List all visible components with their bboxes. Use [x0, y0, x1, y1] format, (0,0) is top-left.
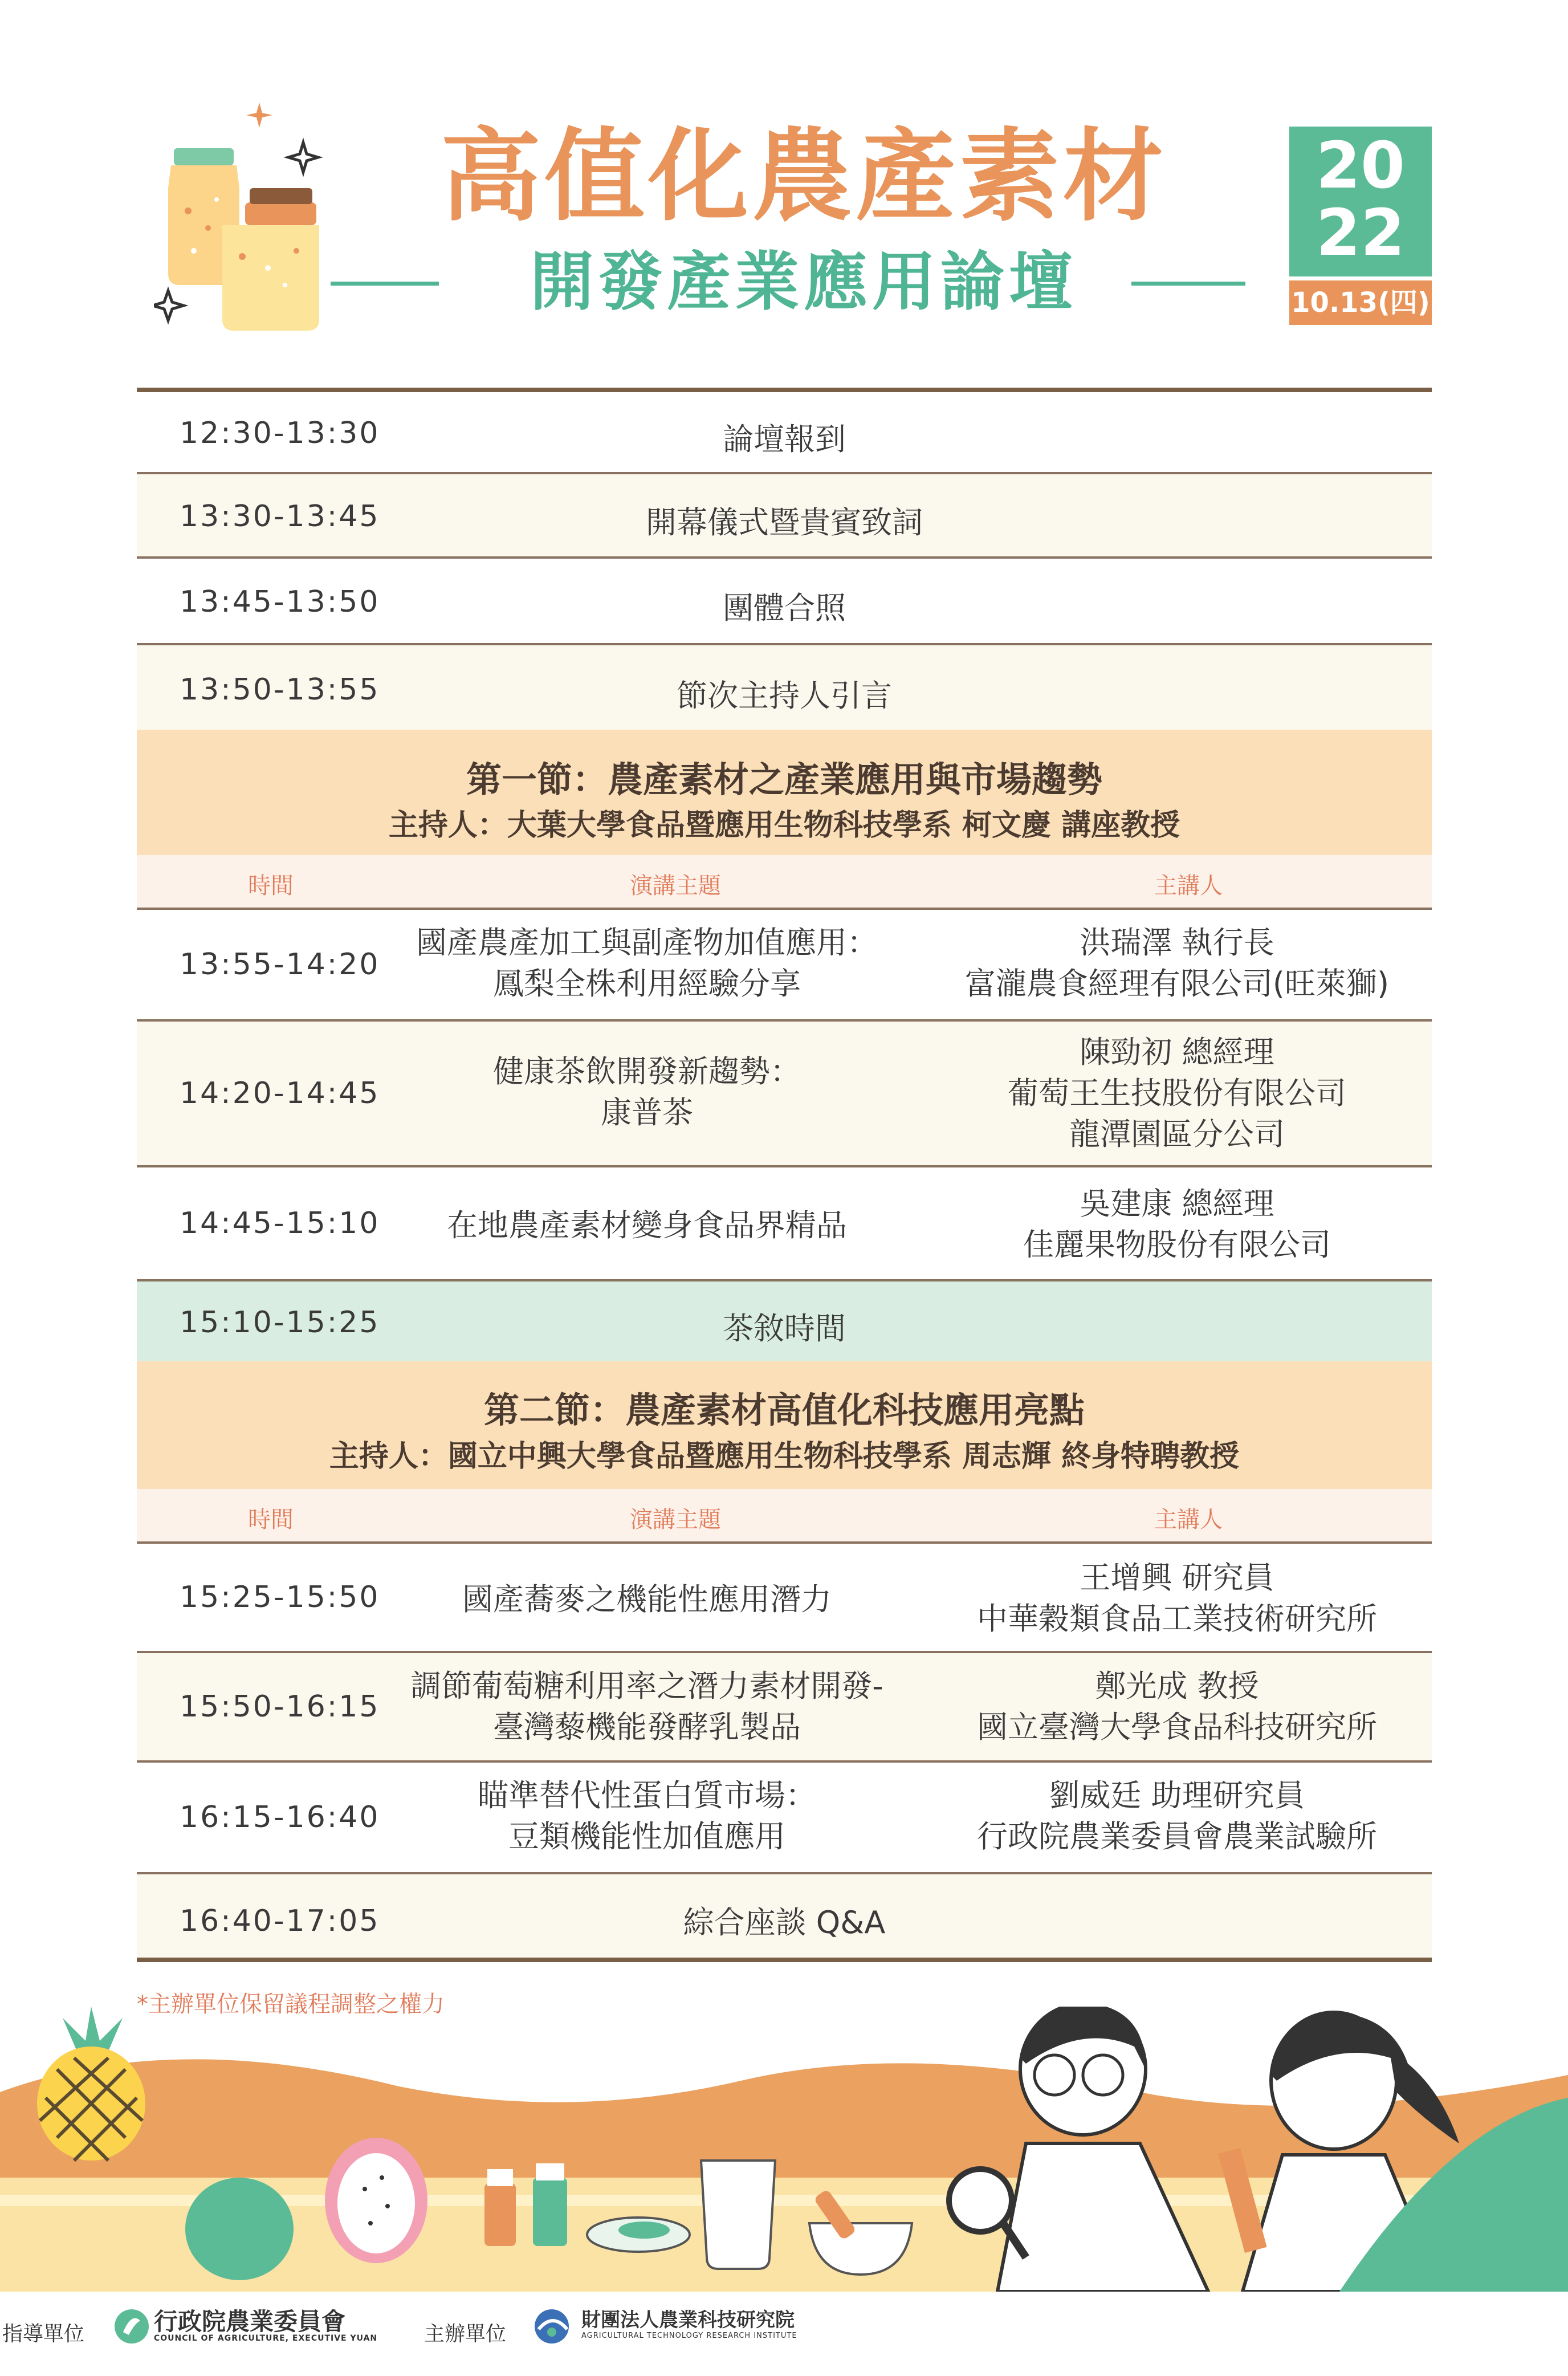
divider — [1131, 282, 1245, 286]
topic-line: 康普茶 — [601, 1095, 693, 1130]
host-org-en: AGRICULTURAL TECHNOLOGY RESEARCH INSTITUTE — [581, 2332, 797, 2340]
speaker-name: 鄭光成 教授 — [1095, 1668, 1259, 1704]
time-cell: 15:10-15:25 — [180, 1305, 380, 1340]
speaker-org: 佳麗果物股份有限公司 — [1023, 1227, 1331, 1263]
topic-line: 鳳梨全株利用經驗分享 — [493, 966, 801, 1002]
host-org: 財團法人農業科技研究院 — [581, 2309, 795, 2332]
pineapple-icon — [37, 2007, 145, 2161]
time-cell: 13:45-13:50 — [180, 585, 380, 619]
speaker-org: 國立臺灣大學食品科技研究所 — [977, 1709, 1377, 1745]
column-header-speaker: 主講人 — [1154, 1507, 1223, 1533]
bottom-illustration — [0, 2007, 1568, 2292]
topic-line: 國產蕎麥之機能性應用潛力 — [462, 1581, 832, 1617]
speaker-org: 中華穀類食品工業技術研究所 — [977, 1601, 1377, 1637]
column-header-speaker: 主講人 — [1154, 873, 1223, 899]
speaker-org: 富瀧農食經理有限公司(旺萊獅) — [964, 966, 1390, 1002]
column-header-row — [137, 1489, 1432, 1541]
guide-label: 指導單位 — [2, 2322, 85, 2346]
speaker-name: 王增興 研究員 — [1080, 1560, 1274, 1596]
dragonfruit-icon — [325, 2138, 427, 2263]
topic-cell — [376, 1666, 918, 1748]
item-cell: 節次主持人引言 — [677, 678, 892, 714]
topic-line: 在地農產素材變身食品界精品 — [447, 1207, 847, 1243]
lime-icon — [185, 2178, 294, 2280]
speaker-name: 吳建康 總經理 — [1080, 1186, 1274, 1222]
disclaimer-note: *主辦單位保留議程調整之權力 — [137, 1991, 445, 2017]
time-cell: 13:30-13:45 — [180, 499, 380, 534]
sparkle-icon — [288, 143, 318, 172]
beaker-icon — [701, 2161, 775, 2269]
topic-line: 瞄準替代性蛋白質市場： — [478, 1777, 816, 1813]
topic-cell — [376, 1205, 918, 1246]
year-badge — [1289, 127, 1432, 276]
section-host: 主持人：國立中興大學食品暨應用生物科技學系 周志輝 終身特聘教授 — [329, 1439, 1240, 1474]
sparkle-icon — [246, 103, 272, 128]
speaker-cell — [923, 1183, 1431, 1266]
time-cell: 16:40-17:05 — [180, 1904, 380, 1938]
host-label: 主辦單位 — [424, 2322, 507, 2346]
atri-logo-icon — [530, 2306, 576, 2346]
topic-cell — [376, 1775, 918, 1857]
topic-line: 健康茶飲開發新趨勢： — [493, 1053, 801, 1089]
topic-line: 豆類機能性加值應用 — [508, 1818, 785, 1854]
magnifier-icon — [949, 2169, 1012, 2232]
column-header-topic: 演講主題 — [630, 873, 721, 899]
column-header-topic: 演講主題 — [630, 1507, 721, 1533]
column-header-time: 時間 — [248, 1507, 294, 1533]
topic-cell — [376, 1051, 918, 1133]
agenda-row — [137, 645, 1432, 730]
time-cell: 15:25-15:50 — [180, 1580, 380, 1614]
speaker-cell — [923, 1775, 1431, 1857]
topic-line: 臺灣藜機能發酵乳製品 — [493, 1709, 801, 1745]
guide-org-en: COUNCIL OF AGRICULTURE, EXECUTIVE YUAN — [154, 2334, 378, 2343]
agenda-row — [137, 1022, 1432, 1165]
speaker-name: 劉威廷 助理研究員 — [1049, 1777, 1305, 1813]
topic-cell — [376, 922, 918, 1004]
coa-logo-icon — [112, 2306, 152, 2346]
speaker-org: 行政院農業委員會農業試驗所 — [977, 1818, 1377, 1854]
item-cell: 團體合照 — [723, 590, 846, 626]
section-header — [137, 1361, 1432, 1489]
speaker-org: 龍潭園區分公司 — [1069, 1116, 1285, 1152]
speaker-name: 陳勁初 總經理 — [1080, 1034, 1274, 1070]
page-subtitle: 開發產業應用論壇 — [530, 245, 1077, 319]
column-header-row — [137, 855, 1432, 908]
year-top: 20 — [1316, 129, 1405, 203]
item-cell: 茶敘時間 — [723, 1311, 846, 1346]
time-cell: 13:55-14:20 — [180, 947, 380, 982]
bottle-icon — [533, 2178, 567, 2246]
agenda-row — [137, 910, 1432, 1019]
time-cell: 13:50-13:55 — [180, 673, 380, 707]
sparkle-icon — [154, 291, 184, 320]
topic-line: 國產農產加工與副產物加值應用： — [416, 925, 878, 961]
break-row — [137, 1281, 1432, 1361]
divider — [137, 1958, 1432, 1962]
agenda-row — [137, 1874, 1432, 1958]
item-cell: 開幕儀式暨貴賓致詞 — [646, 505, 923, 540]
bottle-icon — [484, 2183, 516, 2246]
speaker-name: 洪瑞澤 執行長 — [1080, 925, 1274, 961]
column-header-time: 時間 — [248, 873, 294, 899]
divider — [331, 282, 439, 286]
time-cell: 16:15-16:40 — [180, 1800, 380, 1834]
section-header — [137, 730, 1432, 855]
item-cell: 論壇報到 — [723, 421, 846, 457]
item-cell: 綜合座談 Q&A — [683, 1905, 886, 1940]
date-badge: 10.13(四) — [1289, 280, 1432, 325]
speaker-cell — [923, 922, 1431, 1004]
topic-cell — [376, 1579, 918, 1620]
jar-illustration — [154, 97, 336, 342]
agenda-row — [137, 1167, 1432, 1279]
speaker-cell — [923, 1666, 1431, 1748]
agenda-row — [137, 474, 1432, 556]
speaker-cell — [923, 1557, 1431, 1639]
agenda-row — [137, 1763, 1432, 1872]
time-cell: 14:20-14:45 — [180, 1076, 380, 1110]
speaker-org: 葡萄王生技股份有限公司 — [1008, 1075, 1346, 1111]
agenda-row — [137, 1653, 1432, 1760]
agenda-row — [137, 392, 1432, 472]
topic-line: 調節葡萄糖利用率之潛力素材開發- — [410, 1668, 883, 1704]
guide-org: 行政院農業委員會 — [154, 2308, 346, 2336]
section-title: 第二節：農產素材高值化科技應用亮點 — [483, 1389, 1085, 1431]
agenda-row — [137, 1544, 1432, 1651]
time-cell: 15:50-16:15 — [180, 1690, 380, 1724]
time-cell: 14:45-15:10 — [180, 1206, 380, 1240]
time-cell: 12:30-13:30 — [180, 416, 380, 450]
section-title: 第一節：農產素材之產業應用與市場趨勢 — [466, 759, 1102, 800]
year-bottom: 22 — [1316, 196, 1405, 270]
divider — [137, 388, 1432, 392]
agenda-row — [137, 559, 1432, 643]
speaker-cell — [923, 1032, 1431, 1155]
section-host: 主持人：大葉大學食品暨應用生物科技學系 柯文慶 講座教授 — [388, 808, 1180, 843]
page-title: 高值化農產素材 — [440, 118, 1167, 235]
